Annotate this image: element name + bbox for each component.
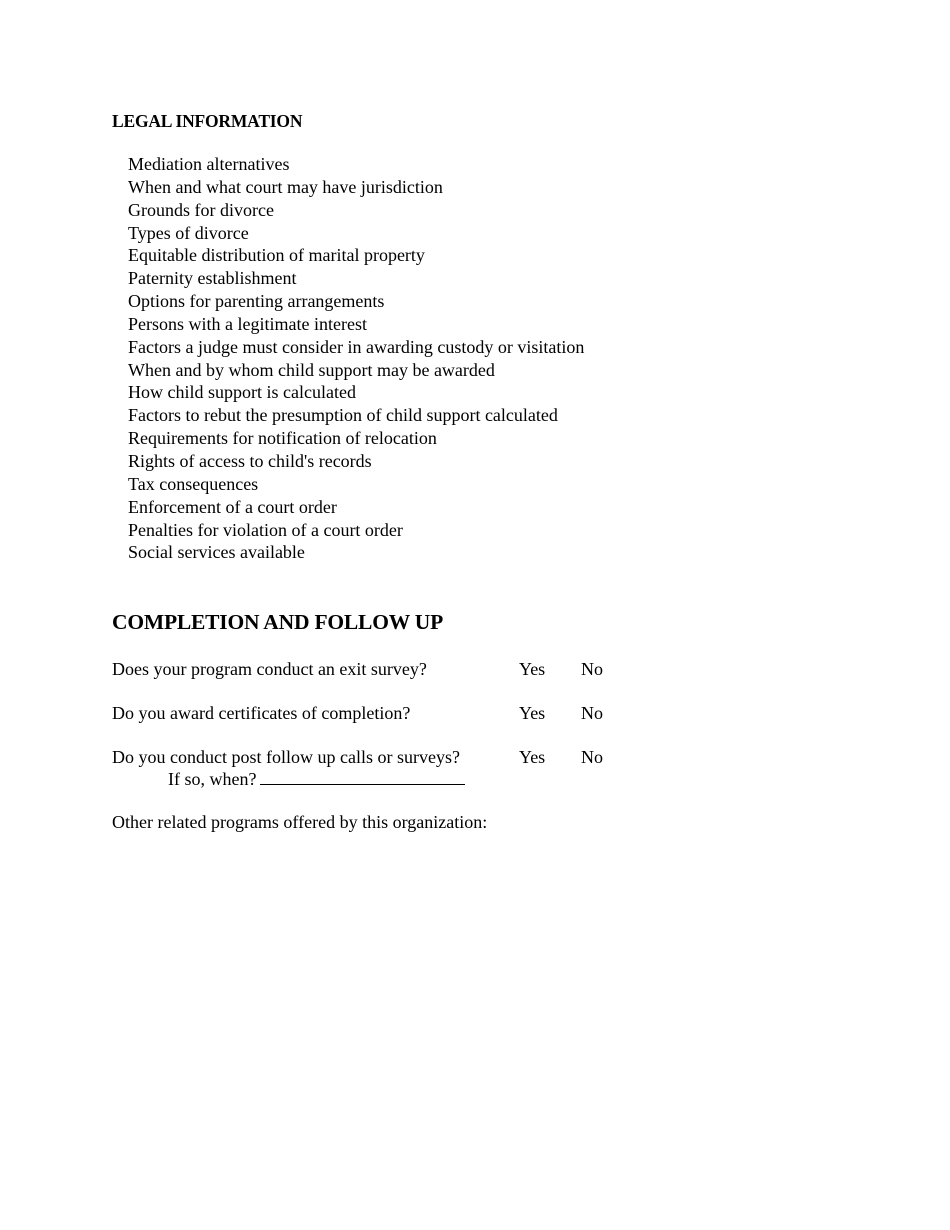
list-item: Types of divorce — [128, 222, 249, 243]
legal-information-heading: LEGAL INFORMATION — [112, 111, 303, 131]
exit-survey-no-option[interactable]: No — [581, 659, 603, 679]
question-text: Does your program conduct an exit survey? — [112, 659, 427, 679]
list-item: When and by whom child support may be awarded — [128, 359, 495, 380]
followup-when-field[interactable] — [260, 768, 465, 785]
list-item: Paternity establishment — [128, 268, 297, 289]
list-item: Enforcement of a court order — [128, 496, 337, 517]
list-item: Persons with a legitimate interest — [128, 313, 367, 334]
certificates-yes-option[interactable]: Yes — [519, 703, 546, 723]
list-item: Equitable distribution of marital property — [128, 245, 425, 266]
list-item: Tax consequences — [128, 473, 259, 494]
list-item: Factors a judge must consider in awarding custody or visitation — [128, 336, 585, 357]
question-text: Do you conduct post follow up calls or surveys? — [112, 747, 460, 767]
list-item: Factors to rebut the presumption of child support calculated — [128, 405, 558, 426]
list-item: Rights of access to child's records — [128, 450, 372, 471]
question-text: Do you award certificates of completion? — [112, 703, 411, 723]
followup-when-row — [168, 768, 465, 790]
legal-topics-list — [128, 153, 584, 564]
certificates-no-option[interactable]: No — [581, 703, 603, 723]
followup-yes-option[interactable]: Yes — [519, 747, 546, 767]
followup-no-option[interactable]: No — [581, 747, 603, 767]
list-item: Options for parenting arrangements — [128, 291, 385, 312]
exit-survey-yes-option[interactable]: Yes — [519, 659, 546, 679]
list-item: When and what court may have jurisdiction — [128, 176, 443, 197]
list-item: Penalties for violation of a court order — [128, 519, 403, 540]
followup-when-label: If so, when? — [168, 769, 257, 789]
completion-heading: COMPLETION AND FOLLOW UP — [112, 610, 444, 634]
list-item: Requirements for notification of relocation — [128, 428, 437, 449]
list-item: Social services available — [128, 542, 305, 563]
other-programs-label: Other related programs offered by this organization: — [112, 812, 488, 832]
list-item: How child support is calculated — [128, 382, 356, 403]
list-item: Grounds for divorce — [128, 199, 274, 220]
list-item: Mediation alternatives — [128, 154, 290, 174]
